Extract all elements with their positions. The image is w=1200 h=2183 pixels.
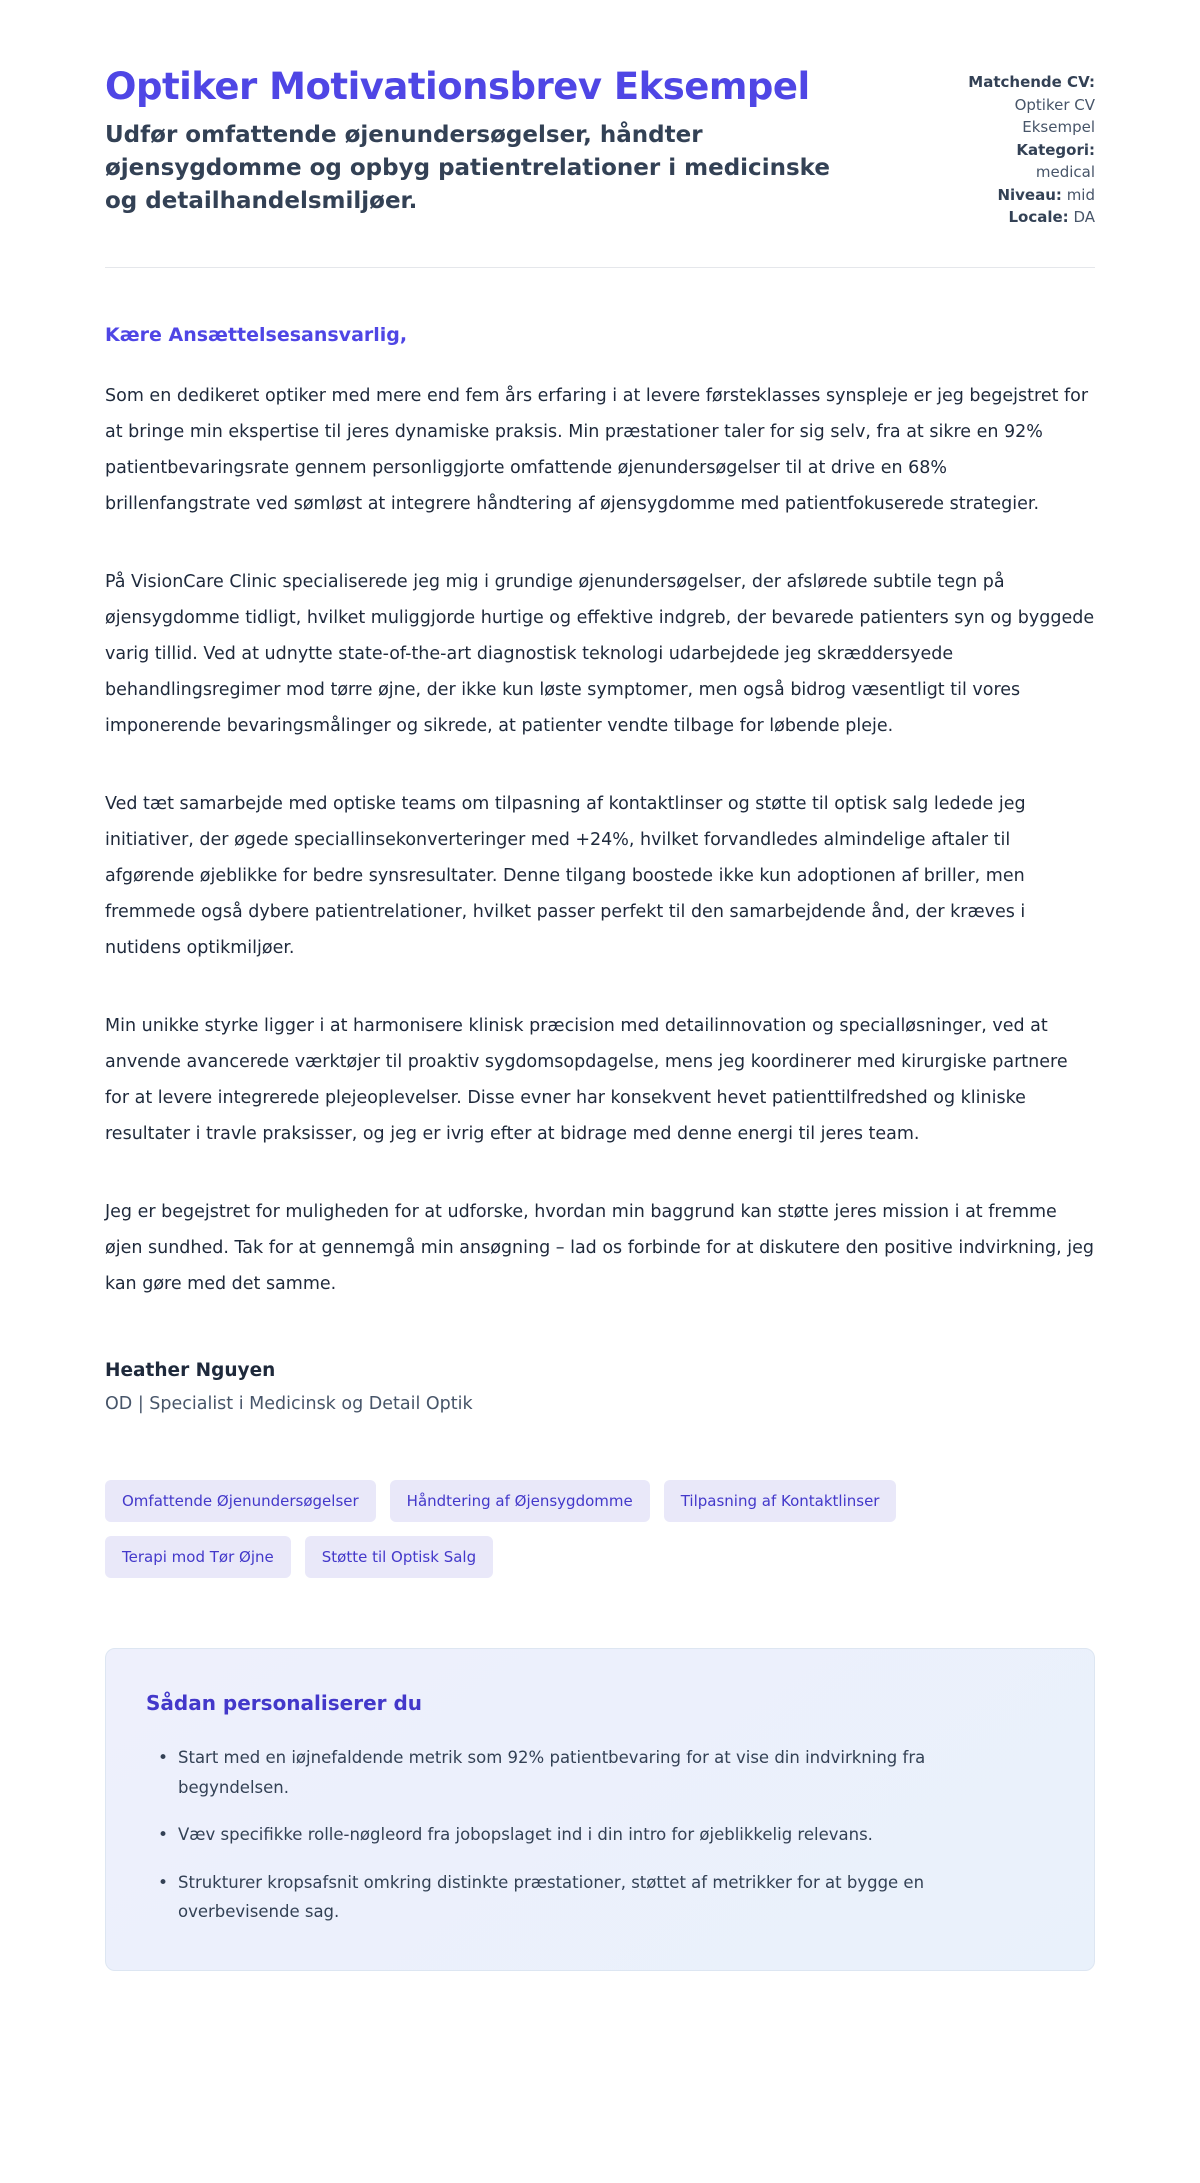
meta-category-label: Kategori: xyxy=(1016,140,1095,159)
page-subtitle: Udfør omfattende øjenundersøgelser, håndter øjensygdomme og opbyg patientrelationer i medicinske og detailhandelsmiljøer. xyxy=(105,121,830,215)
meta-level-label: Niveau: xyxy=(997,185,1062,204)
page-title: Optiker Motivationsbrev Eksempel xyxy=(105,65,810,108)
letter-paragraph-2: På VisionCare Clinic specialiserede jeg mig i grundige øjenundersøgelser, der afslørede subtile tegn på øjensygdomme tidligt, hvilket muliggjorde hurtige og effektive indgreb, der bevarede patienters syn og byggede varig tillid. Ved at udnytte state-of-the-art diagnostisk teknologi udarbejdede jeg skræddersyede behandlingsregimer mod tørre øjne, der ikke kun løste symptomer, men også bidrog væsentligt til vores imponerende bevaringsmålinger og sikrede, at patienter vendte tilbage for løbende pleje. xyxy=(105,571,1095,736)
letter-paragraph-4: Min unikke styrke ligger i at harmonisere klinisk præcision med detailinnovation og specialløsninger, ved at anvende avancerede værktøjer til proaktiv sygdomsopdagelse, mens jeg koordinerer med kirurgiske partnere for at levere integrerede plejeoplevelser. Disse evner har konsekvent hevet patienttilfredshed og kliniske resultater i travle praksisser, og jeg er ivrig efter at bidrage med denne energi til jeres team. xyxy=(105,1016,1068,1145)
tips-box xyxy=(105,1648,1095,1971)
header xyxy=(105,66,1095,229)
skill-tags xyxy=(105,1480,1035,1578)
skill-tag-dry-eye-therapy: Terapi mod Tør Øjne xyxy=(105,1536,291,1578)
header-divider xyxy=(105,267,1095,268)
header-text-block xyxy=(105,66,830,219)
tips-title: Sådan personaliserer du xyxy=(146,1691,423,1716)
letter-paragraph-5: Jeg er begejstret for muligheden for at udforske, hvordan min baggrund kan støtte jeres mission i at fremme øjen sundhed. Tak for at gennemgå min ansøgning – lad os forbinde for at diskutere den positive indvirkning, jeg kan gøre med det samme. xyxy=(105,1202,1094,1295)
meta-matching-cv-value: Optiker CV Eksempel xyxy=(1014,95,1095,136)
meta-level-row xyxy=(860,184,1095,207)
tips-list xyxy=(146,1743,1054,1926)
letter-greeting: Kære Ansættelsesansvarlig, xyxy=(105,323,408,346)
skill-tag-eye-disease-management: Håndtering af Øjensygdomme xyxy=(390,1480,650,1522)
letter-paragraph-3: Ved tæt samarbejde med optiske teams om tilpasning af kontaktlinser og støtte til optisk salg ledede jeg initiativer, der øgede speciallinsekonverteringer med +24%, hvilket forvandledes almindelige aftaler til afgørende øjeblikke for bedre synsresultater. Denne tilgang boostede ikke kun adoptionen af briller, men fremmede også dybere patientrelationer, hvilket passer perfekt til den samarbejdende ånd, der kræves i nutidens optikmiljøer. xyxy=(105,793,1026,959)
meta-level-value: mid xyxy=(1066,185,1095,204)
signature-title: OD | Specialist i Medicinsk og Detail Optik xyxy=(105,1394,473,1415)
meta-panel xyxy=(860,66,1095,229)
skill-tag-comprehensive-eye-exams: Omfattende Øjenundersøgelser xyxy=(105,1480,376,1522)
tip-item-1: • Start med en iøjnefaldende metrik som 92% patientbevaring for at vise din indvirkning fra begyndelsen. xyxy=(154,1743,1014,1802)
tip-item-3: • Strukturer kropsafsnit omkring distinkte præstationer, støttet af metrikker for at bygge en overbevisende sag. xyxy=(154,1868,1014,1927)
meta-locale-row xyxy=(860,206,1095,229)
signature-name: Heather Nguyen xyxy=(105,1360,276,1382)
tip-item-2: • Væv specifikke rolle-nøgleord fra jobopslaget ind i din intro for øjeblikkelig relevans. xyxy=(154,1820,1014,1849)
meta-matching-cv-label: Matchende CV: xyxy=(968,73,1095,91)
content-container xyxy=(105,0,1095,1971)
skill-tag-contact-lens-fitting: Tilpasning af Kontaktlinser xyxy=(664,1480,897,1522)
meta-category-value: medical xyxy=(1035,163,1095,181)
skill-tag-optical-sales-support: Støtte til Optisk Salg xyxy=(305,1536,493,1578)
cover-letter xyxy=(105,324,1095,1415)
meta-locale-label: Locale: xyxy=(1008,208,1069,226)
letter-paragraph-1: Som en dedikeret optiker med mere end fem års erfaring i at levere førsteklasses synspleje er jeg begejstret for at bringe min ekspertise til jeres dynamiske praksis. Min præstationer taler for sig selv, fra at sikre en 92% patientbevaringsrate gennem personliggjorte omfattende øjenundersøgelser til at drive en 68% brillenfangstrate ved sømløst at integrere håndtering af øjensygdomme med patientfokuserede strategier. xyxy=(105,385,1089,514)
meta-locale-value: DA xyxy=(1073,208,1095,226)
